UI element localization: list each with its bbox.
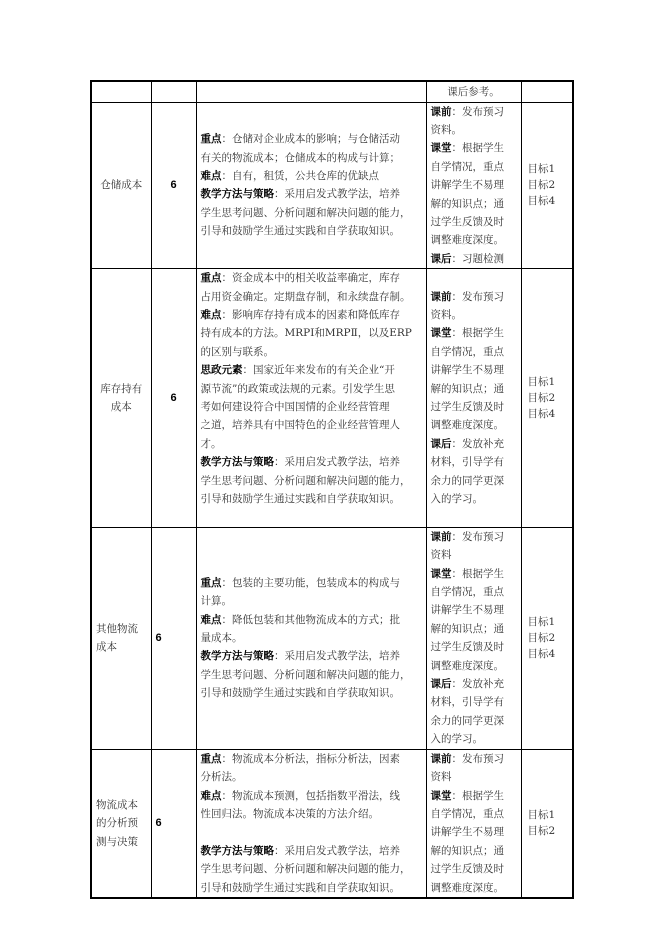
teaching-method-cell: [426, 102, 521, 269]
text: 过学生反馈及时: [430, 215, 504, 228]
bold-label: 课前: [430, 290, 452, 303]
text: ：根据学生: [451, 327, 504, 340]
text: ：物流成本预测，包括指数平滑法，线: [221, 789, 400, 802]
bold-label: 课后: [430, 252, 452, 265]
text: 学生思考问题、分析问题和解决问题的能力，: [200, 668, 411, 681]
text-line: [431, 306, 517, 324]
bold-label: 课后: [430, 437, 452, 450]
hours-cell: [151, 81, 196, 102]
goal-label: 目标1: [527, 163, 556, 176]
text: ：发布预习: [451, 105, 504, 118]
text-line: [201, 380, 422, 398]
text-line: [431, 288, 517, 306]
topic-cell: [91, 81, 151, 102]
syllabus-table: [90, 80, 574, 899]
text-line: [431, 121, 517, 139]
bold-label: 重点: [200, 272, 222, 285]
goals-cell: [521, 102, 573, 269]
goal-label: 目标2: [527, 179, 556, 192]
text: 讲解学生不易理: [430, 364, 504, 377]
teaching-method-cell: [426, 269, 521, 528]
text-line: [201, 823, 422, 841]
bold-label: 重点: [200, 576, 222, 589]
text: 量成本。: [200, 632, 243, 645]
bold-label: 教学方法与策略: [200, 650, 274, 663]
text: 讲解学生不易理: [430, 179, 504, 192]
text: 持有成本的方法。MRPⅠ和MRPⅡ，以及ERP: [200, 327, 412, 340]
bold-label: 课前: [430, 105, 452, 118]
goal-label: 目标1: [527, 616, 556, 629]
teaching-method-cell: [426, 527, 521, 749]
text: 余力的同学更深: [430, 474, 504, 487]
bold-label: 难点: [200, 308, 222, 321]
topic-cell: [91, 269, 151, 528]
bold-label: 难点: [200, 789, 222, 802]
text-line: [431, 750, 517, 768]
goal-label: 目标2: [527, 825, 556, 838]
hours-cell: 6: [151, 527, 196, 749]
content-cell: [196, 102, 426, 269]
text-line: [431, 860, 517, 878]
bold-label: 课堂: [430, 142, 452, 155]
text: ：国家近年来发布的有关企业“开: [242, 364, 395, 377]
text-line: [431, 730, 517, 748]
hours-cell: 6: [151, 749, 196, 898]
goal-label: 目标1: [527, 375, 556, 388]
text: 材料，引导学有: [430, 456, 504, 469]
text-line: [201, 879, 422, 897]
text: 调整难度深度。: [430, 234, 504, 247]
text-line: [201, 611, 422, 629]
text-line: [201, 787, 422, 805]
bold-label: 课堂: [430, 327, 452, 340]
text-line: [201, 204, 422, 222]
topic-name: 库存持有: [100, 382, 143, 395]
content-cell: [196, 527, 426, 749]
text-line: [431, 343, 517, 361]
text: 才。: [200, 437, 222, 450]
text-line: [431, 675, 517, 693]
topic-cell: [91, 527, 151, 749]
bold-label: 思政元素: [200, 364, 243, 377]
text: 入的学习。: [430, 733, 483, 746]
goal-label: 目标2: [527, 632, 556, 645]
bold-label: 课前: [430, 752, 452, 765]
text: 引导和鼓励学生通过实践和自学获取知识。: [200, 225, 400, 238]
text: ：发放补充: [451, 437, 504, 450]
text-line: [431, 490, 517, 508]
text: ：发布预习: [451, 530, 504, 543]
topic-name: 测与决策: [96, 835, 138, 848]
text-line: [431, 768, 517, 786]
bold-label: 难点: [200, 169, 222, 182]
text: 入的学习。: [430, 493, 483, 506]
text: ：习题检测: [451, 252, 504, 265]
text: 分析法。: [200, 771, 243, 784]
text-line: [201, 324, 422, 342]
text-line: [431, 158, 517, 176]
text: 学生思考问题、分析问题和解决问题的能力，: [200, 863, 411, 876]
text-line: [431, 657, 517, 675]
text-line: [431, 103, 517, 121]
text: ：降低包装和其他物流成本的方式；批: [221, 613, 400, 626]
table-row: [91, 81, 573, 102]
text: 讲解学生不易理: [430, 826, 504, 839]
goals-cell: [521, 749, 573, 898]
teaching-method-cell: [426, 749, 521, 898]
text-line: [431, 361, 517, 379]
bold-label: 教学方法与策略: [200, 456, 274, 469]
text: ：发布预习: [451, 290, 504, 303]
bold-label: 课堂: [430, 567, 452, 580]
text: ：根据学生: [451, 142, 504, 155]
text: 余力的同学更深: [430, 714, 504, 727]
bold-label: 难点: [200, 613, 222, 626]
text-line: [201, 435, 422, 453]
text: 解的知识点；通: [430, 622, 504, 635]
text: ：自有，租赁，公共仓库的优缺点: [221, 169, 379, 182]
text-line: [201, 629, 422, 647]
text-line: [431, 638, 517, 656]
table-row: [91, 102, 573, 269]
text-line: [201, 398, 422, 416]
text: 讲解学生不易理: [430, 604, 504, 617]
text: 过学生反馈及时: [430, 400, 504, 413]
text-line: [431, 398, 517, 416]
bold-label: 重点: [200, 752, 222, 765]
bold-label: 教学方法与策略: [200, 844, 274, 857]
text-line: [431, 565, 517, 583]
text-line: [431, 380, 517, 398]
text: 考如何建设符合中国国情的企业经营管理: [200, 401, 390, 413]
text: ：发放补充: [451, 678, 504, 691]
text: 计算。: [200, 595, 232, 608]
text-line: [201, 306, 422, 324]
goal-label: 目标4: [527, 648, 556, 661]
text: 资料: [430, 549, 452, 562]
text: 课后参考。: [447, 85, 500, 98]
content-cell: [196, 81, 426, 102]
bold-label: 重点: [200, 133, 222, 146]
hours-cell: 6: [151, 269, 196, 528]
text-line: [201, 222, 422, 240]
text: 性回归法。物流成本决策的方法介绍。: [200, 807, 379, 820]
text-line: [201, 490, 422, 508]
text: ：根据学生: [451, 567, 504, 580]
text-line: [201, 269, 422, 287]
text: 自学情况，重点: [430, 807, 504, 820]
goal-label: 目标4: [527, 407, 556, 420]
text: 解的知识点；通: [430, 197, 504, 210]
text-line: [431, 453, 517, 471]
text-line: [201, 684, 422, 702]
text-line: [431, 879, 517, 897]
text-line: [431, 195, 517, 213]
text: ：发布预习: [451, 752, 504, 765]
text: 过学生反馈及时: [430, 641, 504, 654]
text: 调整难度深度。: [430, 419, 504, 432]
text-line: [201, 185, 422, 203]
text: ：仓储对企业成本的影响；与仓储活动: [221, 133, 400, 146]
text-line: [201, 805, 422, 823]
text-line: [431, 472, 517, 490]
text-line: [431, 787, 517, 805]
content-cell: [196, 269, 426, 528]
text-line: [431, 176, 517, 194]
bold-label: 课前: [430, 530, 452, 543]
text: 资料。: [430, 308, 462, 321]
text-line: [431, 842, 517, 860]
text: 解的知识点；通: [430, 382, 504, 395]
text: 的区别与联系。: [200, 345, 274, 358]
goals-cell: [521, 269, 573, 528]
text-line: [201, 860, 422, 878]
text-line: [431, 231, 517, 249]
text: 引导和鼓励学生通过实践和自学获取知识。: [200, 687, 400, 700]
text-line: [431, 139, 517, 157]
text: 自学情况，重点: [430, 586, 504, 599]
text-line: [431, 250, 517, 268]
text: ：采用启发式教学法，培养: [274, 650, 400, 663]
topic-name: 的分析预: [96, 817, 138, 830]
text: ：影响库存持有成本的因素和降低库存: [221, 308, 400, 321]
text-line: [431, 712, 517, 730]
goal-label: 目标4: [527, 195, 556, 208]
text: 占用资金确定。定期盘存制，和永续盘存制。: [200, 290, 411, 303]
bold-label: 课堂: [430, 789, 452, 802]
text: 自学情况，重点: [430, 345, 504, 358]
text: 调整难度深度。: [430, 659, 504, 672]
text: 学生思考问题、分析问题和解决问题的能力，: [200, 206, 411, 219]
text-line: [201, 167, 422, 185]
text: 过学生反馈及时: [430, 863, 504, 876]
text-line: [431, 435, 517, 453]
text: 源节流”的政策或法规的元素。引发学生思: [200, 382, 395, 395]
text: ：采用启发式教学法，培养: [274, 188, 400, 201]
text-line: [431, 823, 517, 841]
text: 调整难度深度。: [430, 881, 504, 894]
text-line: [201, 842, 422, 860]
text: ：资金成本中的相关收益率确定，库存: [221, 272, 400, 285]
goals-cell: [521, 527, 573, 749]
topic-cell: [91, 102, 151, 269]
text: ：采用启发式教学法，培养: [274, 456, 400, 469]
text: 引导和鼓励学生通过实践和自学获取知识。: [200, 881, 400, 894]
text-line: [201, 508, 422, 526]
text-line: [201, 647, 422, 665]
text: ：根据学生: [451, 789, 504, 802]
text: 引导和鼓励学生通过实践和自学获取知识。: [200, 493, 400, 506]
text-line: [201, 592, 422, 610]
text: ：物流成本分析法，指标分析法，因素: [221, 752, 400, 765]
text: 材料，引导学有: [430, 696, 504, 709]
text: 解的知识点；通: [430, 844, 504, 857]
text-line: [201, 288, 422, 306]
text: ：包装的主要功能，包装成本的构成与: [221, 576, 400, 589]
text-line: [431, 213, 517, 231]
text: ：采用启发式教学法，培养: [274, 844, 400, 857]
text-line: [201, 343, 422, 361]
text-line: [201, 453, 422, 471]
text-line: [201, 416, 422, 434]
teaching-method-cell: [426, 81, 521, 102]
text: 资料: [430, 771, 452, 784]
text-line: [201, 768, 422, 786]
text-line: [431, 583, 517, 601]
text-line: [201, 130, 422, 148]
topic-name: 物流成本: [96, 798, 138, 811]
topic-name: 仓储成本: [100, 179, 143, 192]
text-line: [431, 324, 517, 342]
text: 资料。: [430, 123, 462, 136]
text-line: [431, 620, 517, 638]
text-line: [431, 528, 517, 546]
table-row: [91, 749, 573, 898]
hours-cell: 6: [151, 102, 196, 269]
text-line: [201, 666, 422, 684]
goal-label: 目标1: [527, 809, 556, 822]
topic-name: 成本: [110, 400, 132, 413]
text: 有关的物流成本；仓储成本的构成与计算；: [200, 151, 400, 164]
text-line: [201, 149, 422, 167]
text: 自学情况，重点: [430, 160, 504, 173]
table-row: [91, 269, 573, 528]
text-line: [431, 693, 517, 711]
text-line: [201, 361, 422, 379]
text-line: [431, 83, 517, 101]
goal-label: 目标2: [527, 391, 556, 404]
text-line: [431, 546, 517, 564]
text-line: [201, 750, 422, 768]
text-line: [431, 416, 517, 434]
text-line: [431, 601, 517, 619]
text: 学生思考问题、分析问题和解决问题的能力，: [200, 474, 411, 487]
text-line: [201, 574, 422, 592]
table-row: [91, 527, 573, 749]
goals-cell: [521, 81, 573, 102]
bold-label: 课后: [430, 678, 452, 691]
topic-name: 其他物流: [96, 622, 138, 635]
bold-label: 教学方法与策略: [200, 188, 274, 201]
text-line: [201, 472, 422, 490]
text: 之道，培养具有中国特色的企业经营管理人: [200, 419, 400, 432]
text-line: [431, 805, 517, 823]
topic-name: 成本: [96, 641, 117, 654]
content-cell: [196, 749, 426, 898]
topic-cell: [91, 749, 151, 898]
